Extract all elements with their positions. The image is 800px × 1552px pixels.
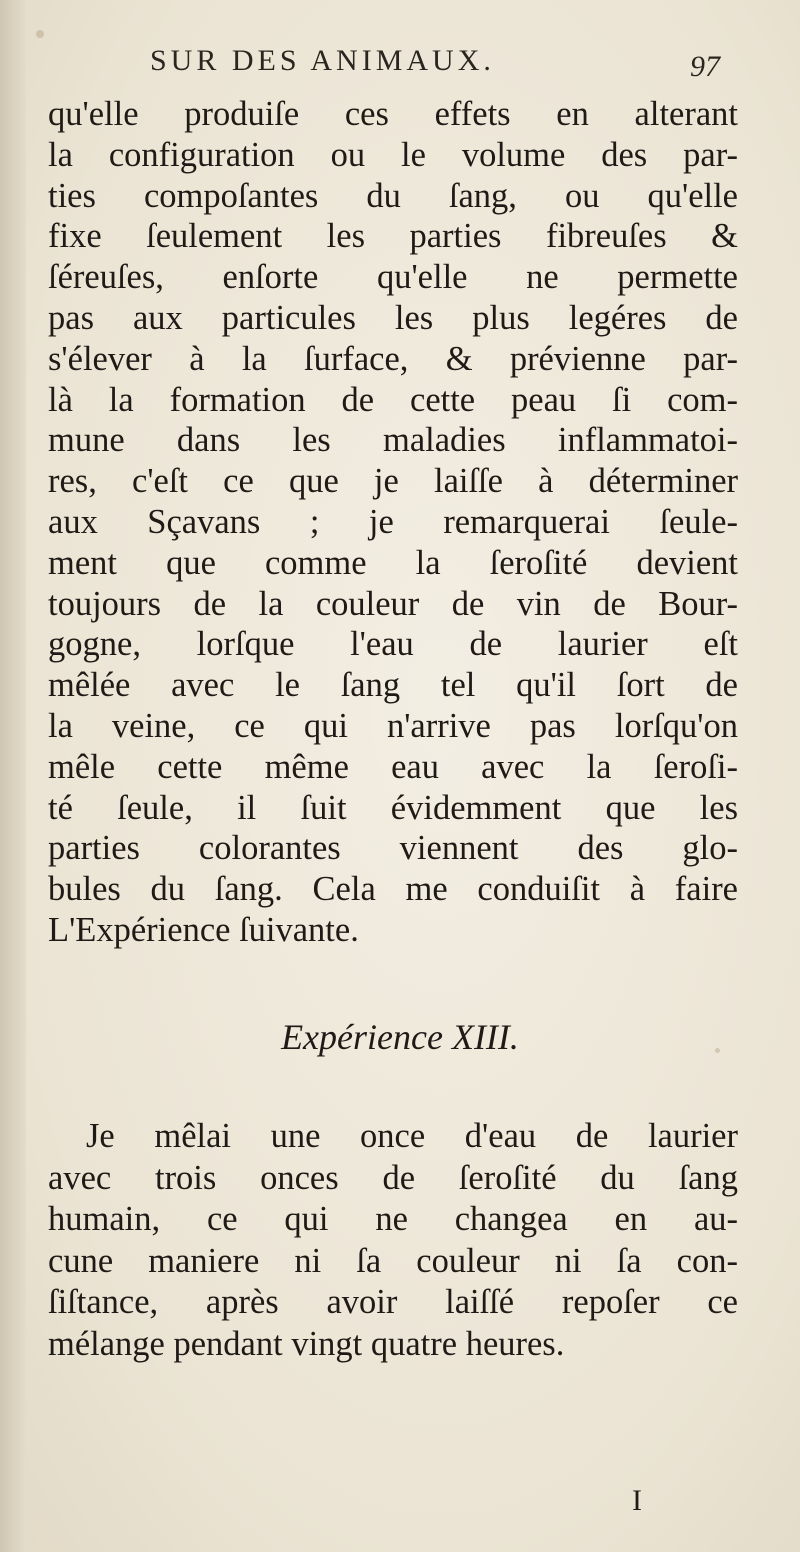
text-line: res, c'eſt ce que je laiſſe à déterminer (48, 462, 738, 501)
paper-stain (36, 30, 44, 38)
text-line: la configuration ou le volume des par- (48, 135, 738, 174)
body-paragraph-1 (48, 94, 738, 951)
page-header (150, 44, 720, 92)
text-line: ſéreuſes, enſorte qu'elle ne permette (48, 258, 738, 297)
text-line: mêlée avec le ſang tel qu'il ſort de (48, 666, 738, 705)
text-line: bules du ſang. Cela me conduiſit à faire (48, 870, 738, 909)
text-line: pas aux particules les plus legéres de (48, 298, 738, 337)
text-line: ment que comme la ſeroſité devient (48, 543, 738, 582)
text-line: fixe ſeulement les parties fibreuſes & (48, 217, 738, 256)
text-line: L'Expérience ſuivante. (48, 910, 359, 949)
running-head: SUR DES ANIMAUX. (150, 44, 495, 77)
section-heading: Expérience XIII. (281, 1017, 519, 1057)
page-gutter-shadow (0, 0, 26, 1552)
text-line: s'élever à la ſurface, & prévienne par- (48, 339, 738, 378)
text-line: toujours de la couleur de vin de Bour- (48, 584, 738, 623)
text-line: mêle cette même eau avec la ſeroſi- (48, 747, 738, 786)
text-line: cune maniere ni ſa couleur ni ſa con- (48, 1241, 738, 1280)
text-line: ſiſtance, après avoir laiſſé repoſer ce (48, 1283, 738, 1321)
page-number: 97 (690, 50, 720, 83)
catchword: I (632, 1484, 642, 1517)
text-line: gogne, lorſque l'eau de laurier eſt (48, 625, 738, 664)
text-line: avec trois onces de ſeroſité du ſang (48, 1158, 738, 1197)
text-line: aux Sçavans ; je remarquerai ſeule- (48, 502, 738, 541)
text-line: mélange pendant vingt quatre heures. (48, 1324, 565, 1363)
body-paragraph-2 (48, 1116, 738, 1365)
text-line: ties compoſantes du ſang, ou qu'elle (48, 176, 738, 215)
text-line: là la formation de cette peau ſi com- (48, 380, 738, 419)
text-line: la veine, ce qui n'arrive pas lorſqu'on (48, 706, 738, 745)
text-line: Je mêlai une once d'eau de laurier (86, 1117, 738, 1155)
text-line: qu'elle produiſe ces effets en alterant (48, 95, 738, 133)
text-line: té ſeule, il ſuit évidemment que les (48, 788, 738, 827)
text-line: parties colorantes viennent des glo- (48, 829, 738, 868)
text-line: humain, ce qui ne changea en au- (48, 1200, 738, 1238)
text-line: mune dans les maladies inflammatoi- (48, 421, 738, 460)
